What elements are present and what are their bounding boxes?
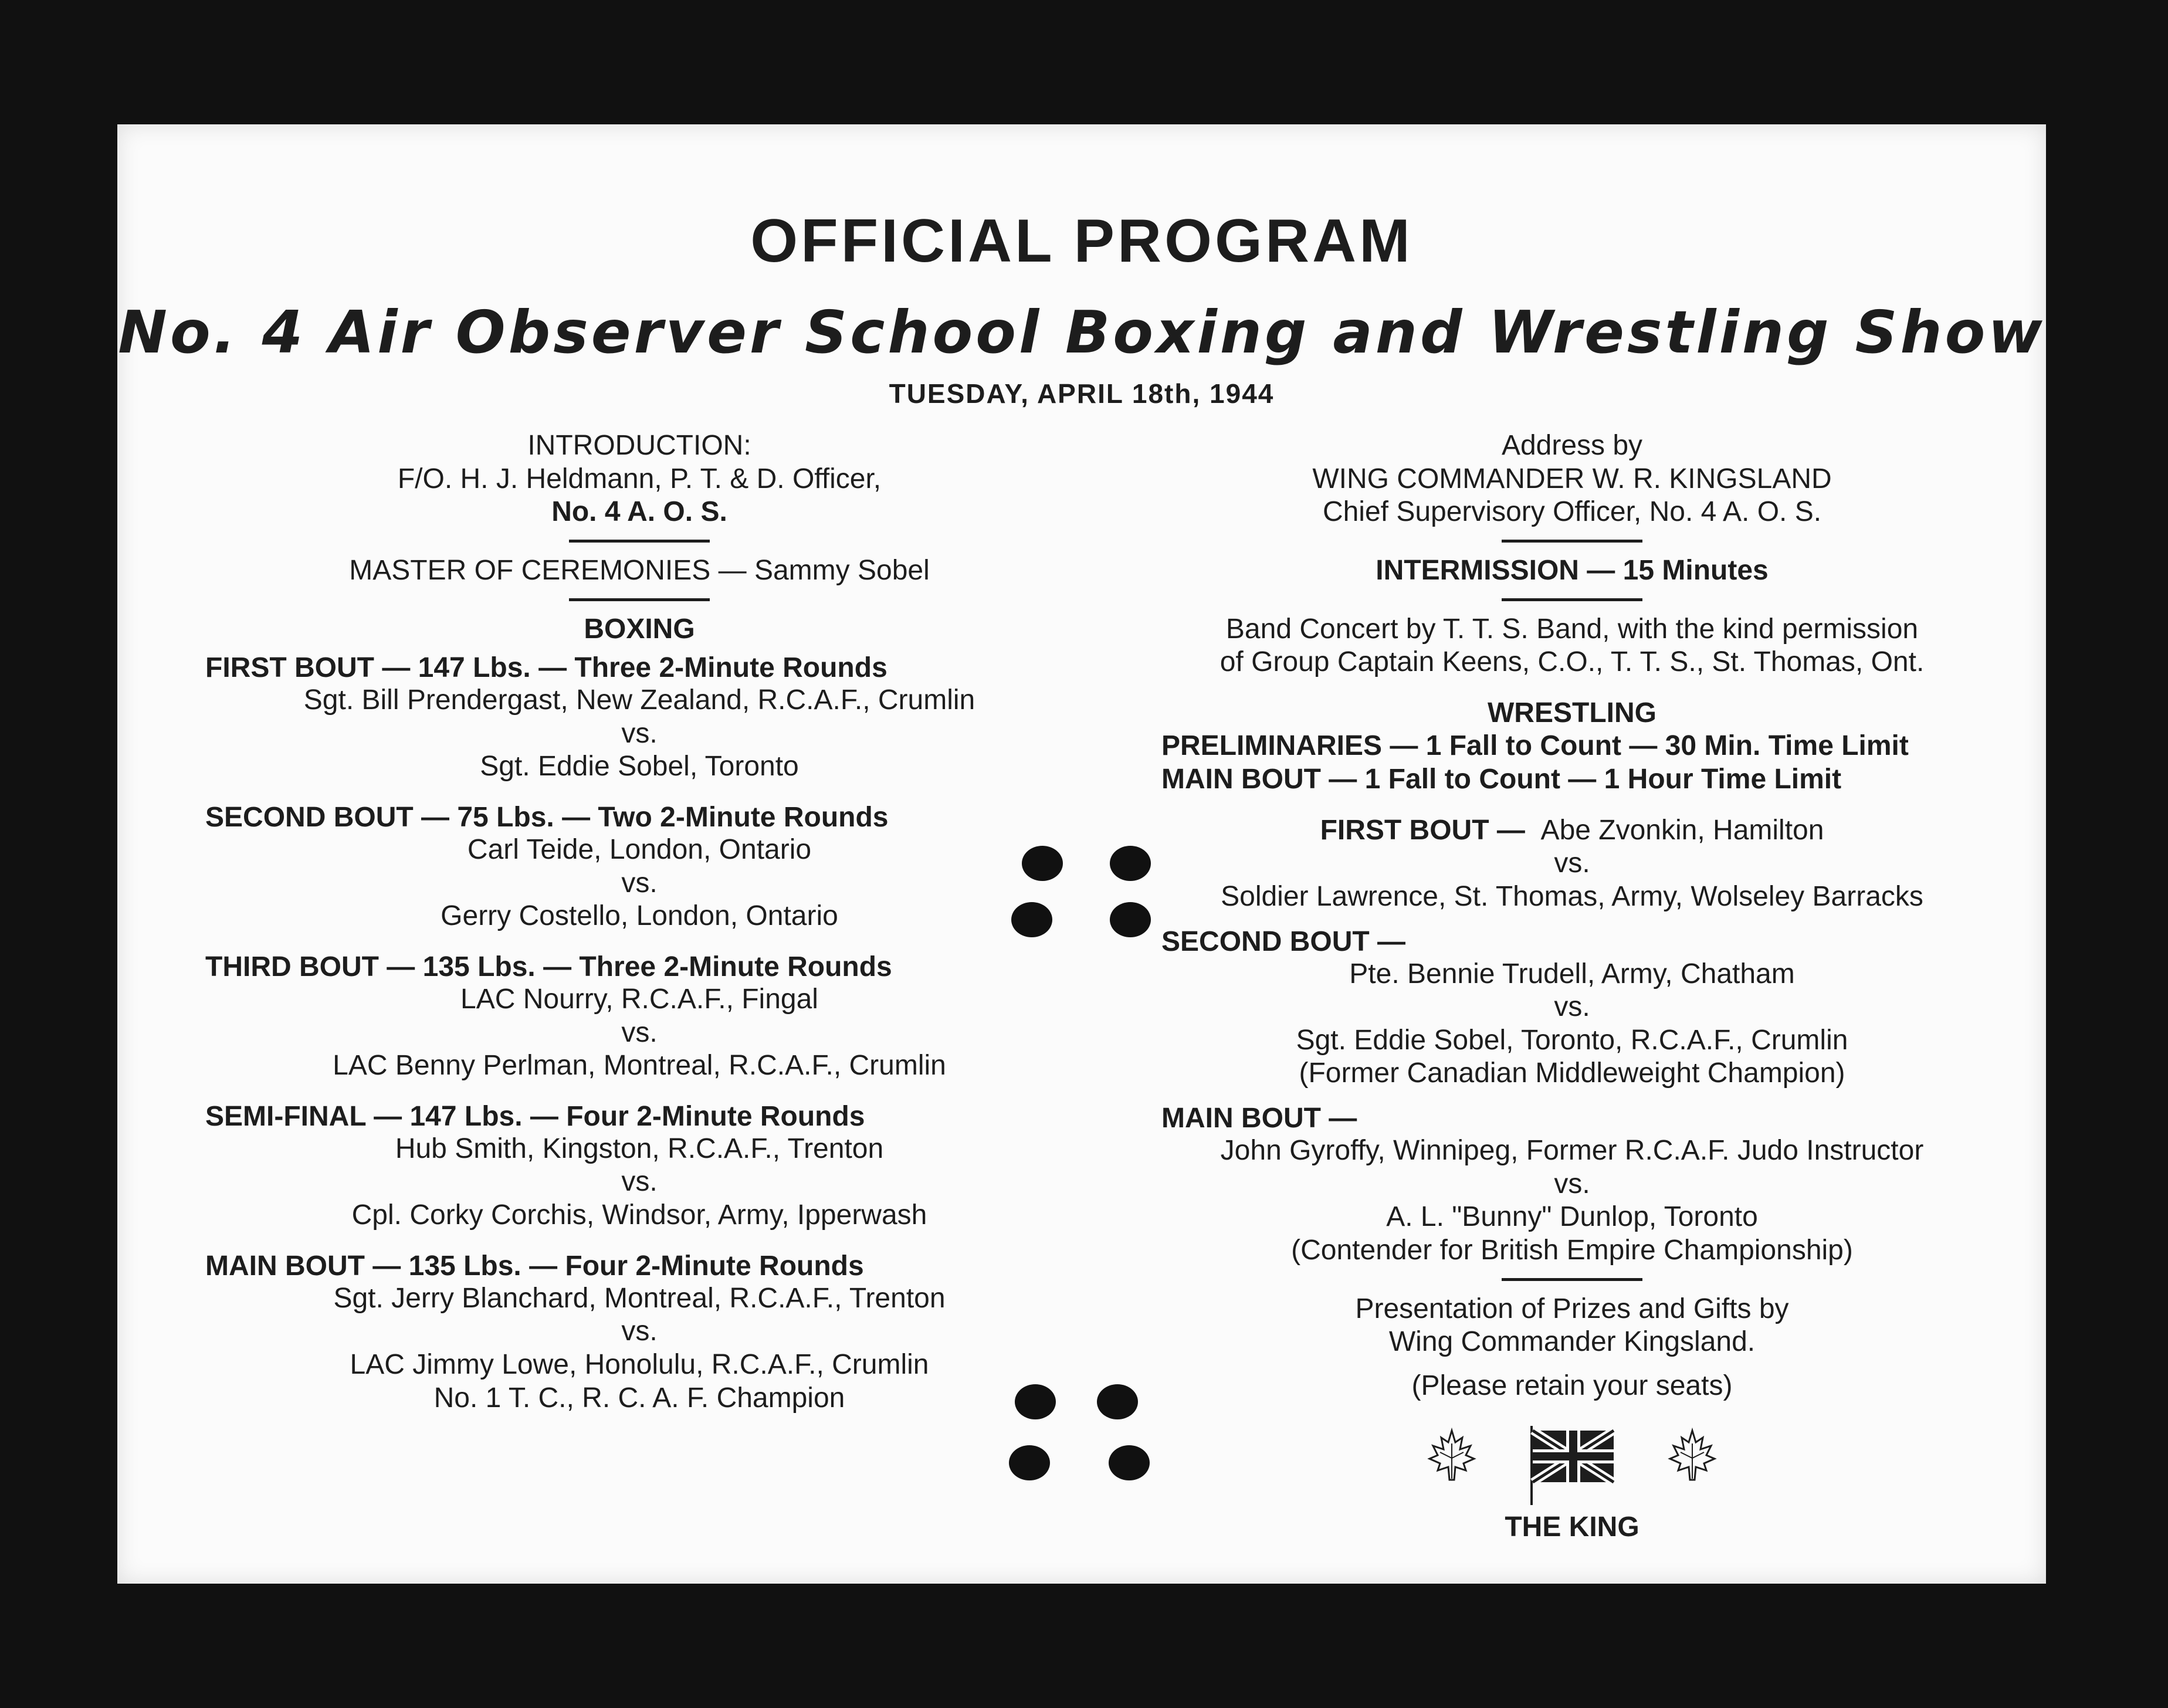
boxing-bout-3 (205, 951, 1073, 1083)
bout-label: MAIN BOUT — (1161, 1103, 1357, 1134)
band-line-2: of Group Captain Keens, C.O., T. T. S., St. Thomas, Ont. (1220, 646, 1925, 678)
boxing-heading: BOXING (584, 613, 695, 645)
boxing-bout-2 (205, 801, 1073, 933)
the-king: THE KING (1505, 1512, 1639, 1543)
punch-hole (1011, 902, 1052, 937)
intro-unit: No. 4 A. O. S. (551, 496, 727, 528)
bout-fighter-1: Abe Zvonkin, Hamilton (1540, 814, 1824, 846)
intro-name: F/O. H. J. Heldmann, P. T. & D. Officer, (397, 463, 882, 494)
punch-hole (1022, 846, 1063, 881)
wrestling-bout-1 (1161, 814, 1983, 914)
bout-fighter-2: LAC Benny Perlman, Montreal, R.C.A.F., Crumlin (333, 1050, 946, 1082)
program-card (117, 124, 2046, 1584)
bout-fighter-1: Pte. Bennie Trudell, Army, Chatham (1349, 958, 1795, 989)
program-subtitle: No. 4 Air Observer School Boxing and Wrestling Show (118, 298, 2045, 367)
bout-fighter-2: Soldier Lawrence, St. Thomas, Army, Wolseley Barracks (1221, 880, 1923, 912)
bout-heading: SECOND BOUT — 75 Lbs. — Two 2-Minute Rounds (205, 802, 889, 833)
bout-label: FIRST BOUT — (1320, 814, 1525, 846)
divider (1502, 598, 1642, 601)
punch-hole (1110, 902, 1151, 937)
bout-fighter-2: Sgt. Eddie Sobel, Toronto (480, 751, 799, 782)
boxing-main-bout (205, 1250, 1073, 1415)
bout-fighter-2-note: (Contender for British Empire Championship) (1291, 1234, 1853, 1266)
bout-vs: vs. (621, 867, 658, 899)
union-jack-flag-icon (1528, 1426, 1616, 1505)
bout-label: SECOND BOUT — (1161, 926, 1406, 957)
bout-fighter-1: Sgt. Bill Prendergast, New Zealand, R.C.A.F., Crumlin (303, 684, 975, 716)
bout-fighter-2: Sgt. Eddie Sobel, Toronto, R.C.A.F., Crumlin (1296, 1024, 1848, 1056)
bout-vs: vs. (621, 1016, 658, 1048)
bout-heading: THIRD BOUT — 135 Lbs. — Three 2-Minute Rounds (205, 951, 892, 982)
divider (1502, 540, 1642, 543)
boxing-bout-1 (205, 652, 1073, 784)
bout-fighter-2-note: No. 1 T. C., R. C. A. F. Champion (433, 1382, 845, 1414)
band-line-1: Band Concert by T. T. S. Band, with the kind permission (1225, 613, 1919, 645)
punch-hole (1109, 1445, 1150, 1480)
punch-hole (1009, 1445, 1050, 1480)
divider (569, 540, 710, 543)
bout-vs: vs. (621, 717, 658, 749)
divider (569, 598, 710, 601)
boxing-semi-final (205, 1100, 1073, 1232)
program-title: OFFICIAL PROGRAM (750, 207, 1413, 275)
punch-hole (1015, 1384, 1056, 1419)
wrestling-main-rule: MAIN BOUT — 1 Fall to Count — 1 Hour Time Limit (1161, 764, 1842, 795)
bout-heading: FIRST BOUT — 147 Lbs. — Three 2-Minute Rounds (205, 652, 887, 684)
bout-fighter-2: A. L. "Bunny" Dunlop, Toronto (1386, 1201, 1758, 1233)
wrestling-bout-2 (1161, 926, 1983, 1091)
bout-vs: vs. (621, 1316, 658, 1347)
bout-vs: vs. (1554, 1168, 1590, 1199)
intro-label: INTRODUCTION: (527, 430, 751, 461)
wrestling-preliminaries: PRELIMINARIES — 1 Fall to Count — 30 Min. Time Limit (1161, 730, 1909, 762)
divider (1502, 1278, 1642, 1281)
right-column (1161, 429, 1983, 1544)
master-of-ceremonies: MASTER OF CEREMONIES — Sammy Sobel (349, 554, 930, 586)
wrestling-heading: WRESTLING (1488, 697, 1657, 728)
bout-fighter-2-note: (Former Canadian Middleweight Champion) (1299, 1058, 1845, 1089)
presentation-line-1: Presentation of Prizes and Gifts by (1355, 1293, 1789, 1324)
bout-fighter-2: LAC Jimmy Lowe, Honolulu, R.C.A.F., Crumlin (350, 1348, 929, 1380)
left-column (205, 429, 1073, 1415)
address-title: Chief Supervisory Officer, No. 4 A. O. S. (1322, 496, 1822, 528)
bout-fighter-1: LAC Nourry, R.C.A.F., Fingal (460, 983, 818, 1015)
king-emblems (1161, 1426, 1983, 1505)
bout-fighter-1: Sgt. Jerry Blanchard, Montreal, R.C.A.F., Trenton (333, 1282, 946, 1314)
bout-vs: vs. (1554, 991, 1590, 1023)
punch-hole (1110, 846, 1151, 881)
presentation-line-2: Wing Commander Kingsland. (1388, 1326, 1756, 1358)
address-name: WING COMMANDER W. R. KINGSLAND (1312, 463, 1832, 494)
punch-hole (1097, 1384, 1138, 1419)
program-date: TUESDAY, APRIL 18th, 1944 (889, 378, 1275, 409)
bout-vs: vs. (621, 1166, 658, 1198)
retain-seats: (Please retain your seats) (1411, 1370, 1733, 1401)
bout-heading: MAIN BOUT — 135 Lbs. — Four 2-Minute Rounds (205, 1250, 864, 1282)
bout-fighter-2: Gerry Costello, London, Ontario (441, 900, 838, 932)
bout-heading: SEMI-FINAL — 147 Lbs. — Four 2-Minute Rounds (205, 1100, 865, 1132)
wrestling-main-bout (1161, 1102, 1983, 1268)
bout-fighter-1: Hub Smith, Kingston, R.C.A.F., Trenton (395, 1133, 884, 1164)
bout-fighter-1: John Gyroffy, Winnipeg, Former R.C.A.F. Judo Instructor (1220, 1135, 1924, 1166)
intermission: INTERMISSION — 15 Minutes (1376, 554, 1769, 586)
maple-leaf-icon (1663, 1426, 1722, 1485)
bout-fighter-2: Cpl. Corky Corchis, Windsor, Army, Ipperwash (351, 1199, 927, 1231)
bout-fighter-1: Carl Teide, London, Ontario (467, 834, 812, 865)
bout-vs: vs. (1554, 848, 1590, 879)
address-by: Address by (1501, 430, 1643, 461)
maple-leaf-icon (1422, 1426, 1481, 1485)
